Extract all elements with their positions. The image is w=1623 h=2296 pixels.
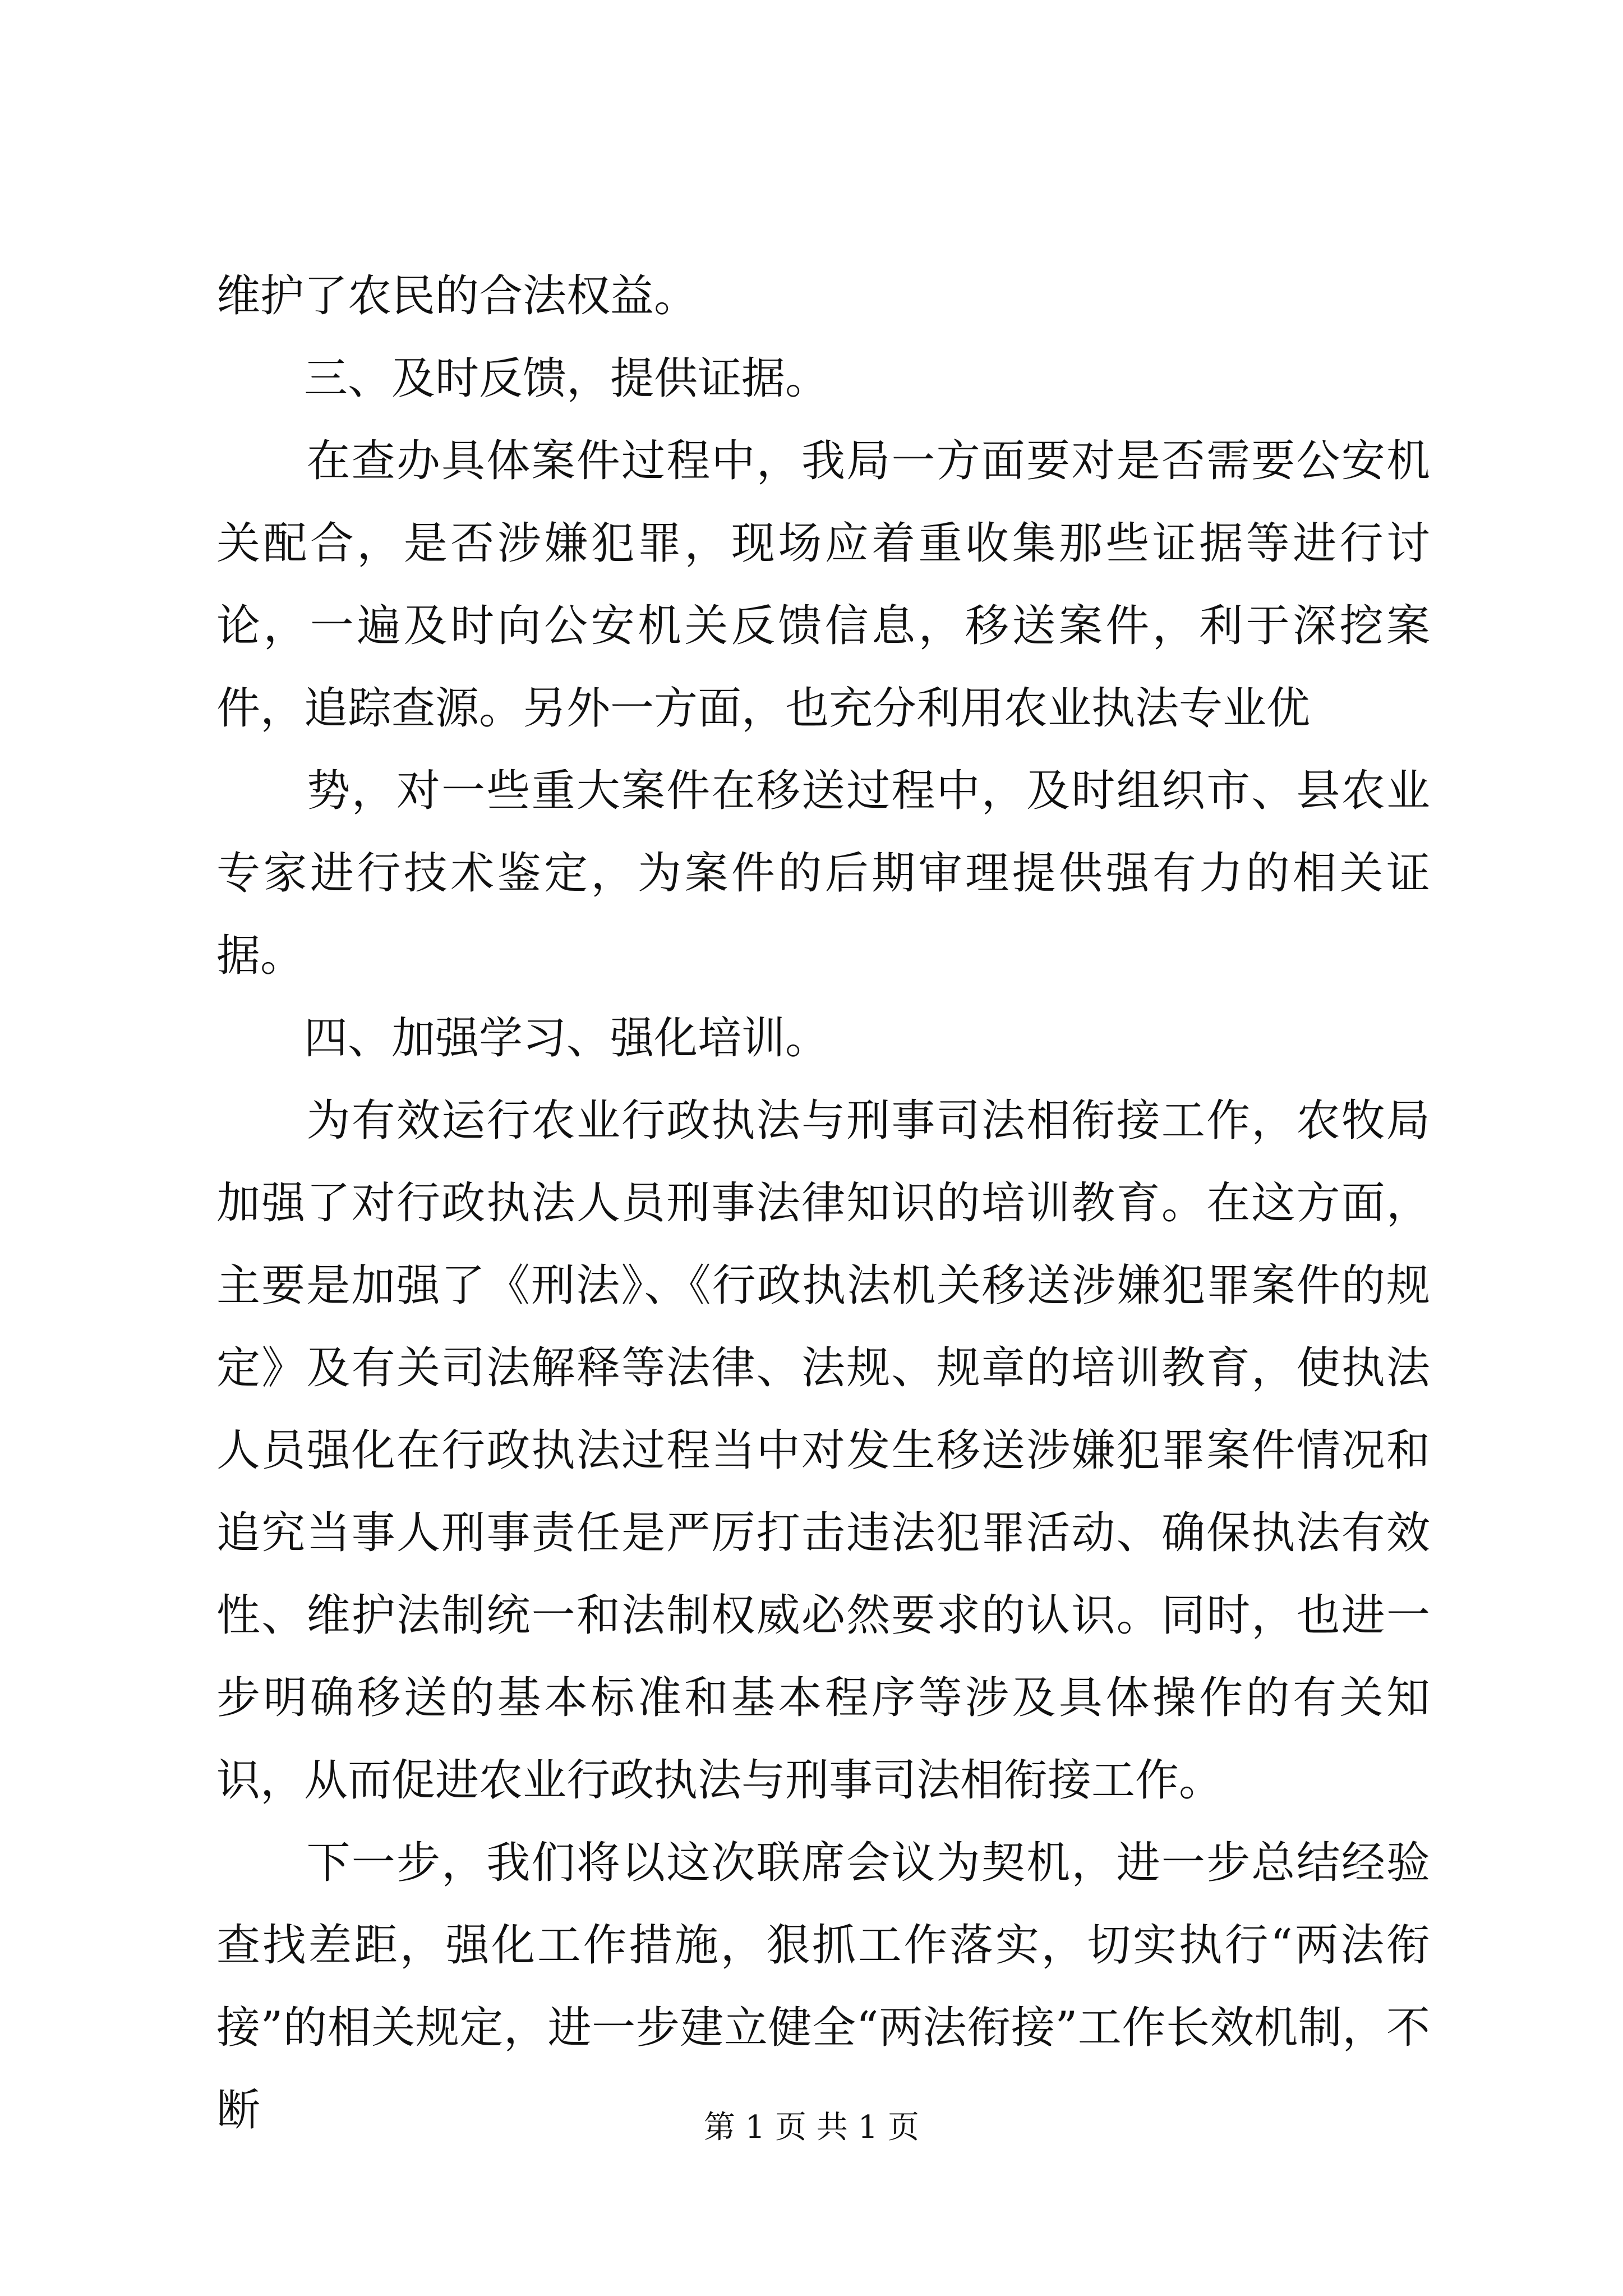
page-footer: 第 1 页 共 1 页 xyxy=(703,2109,920,2146)
paragraph: 维护了农民的合法权益。 xyxy=(216,271,698,321)
document-body xyxy=(216,255,1430,2152)
paragraph: 为有效运行农业行政执法与刑事司法相衔接工作，农牧局加强了对行政执法人员刑事法律知识的培训教育。在这方面，主要是加强了《刑法》、《行政执法机关移送涉嫌犯罪案件的规定》及有关司法解释等法律、法规、规章的培训教育，使执法人员强化在行政执法过程当中对发生移送涉嫌犯罪案件情况和追究当事人刑事责任是严厉打击违法犯罪活动、确保执法有效性、维护法制统一和法制权威必然要求的认识。同时，也进一步明确移送的基本标准和基本程序等涉及具体操作的有关知识，从而促进农业行政执法与刑事司法相衔接工作。 xyxy=(216,1096,1430,1806)
paragraph: 势，对一些重大案件在移送过程中，及时组织市、县农业专家进行技术鉴定，为案件的后期审理提供强有力的相关证据。 xyxy=(216,766,1430,981)
paragraph: 在查办具体案件过程中，我局一方面要对是否需要公安机关配合，是否涉嫌犯罪，现场应着重收集那些证据等进行讨论，一遍及时向公安机关反馈信息，移送案件，利于深挖案件，追踪查源。另外一方面，也充分利用农业执法专业优 xyxy=(216,436,1430,734)
paragraph: 下一步，我们将以这次联席会议为契机，进一步总结经验查找差距，强化工作措施，狠抓工作落实，切实执行“两法衔接”的相关规定，进一步建立健全“两法衔接”工作长效机制，不断 xyxy=(216,1838,1430,2136)
section-heading: 三、及时反馈，提供证据。 xyxy=(216,353,829,404)
section-heading: 四、加强学习、强化培训。 xyxy=(216,1013,829,1064)
